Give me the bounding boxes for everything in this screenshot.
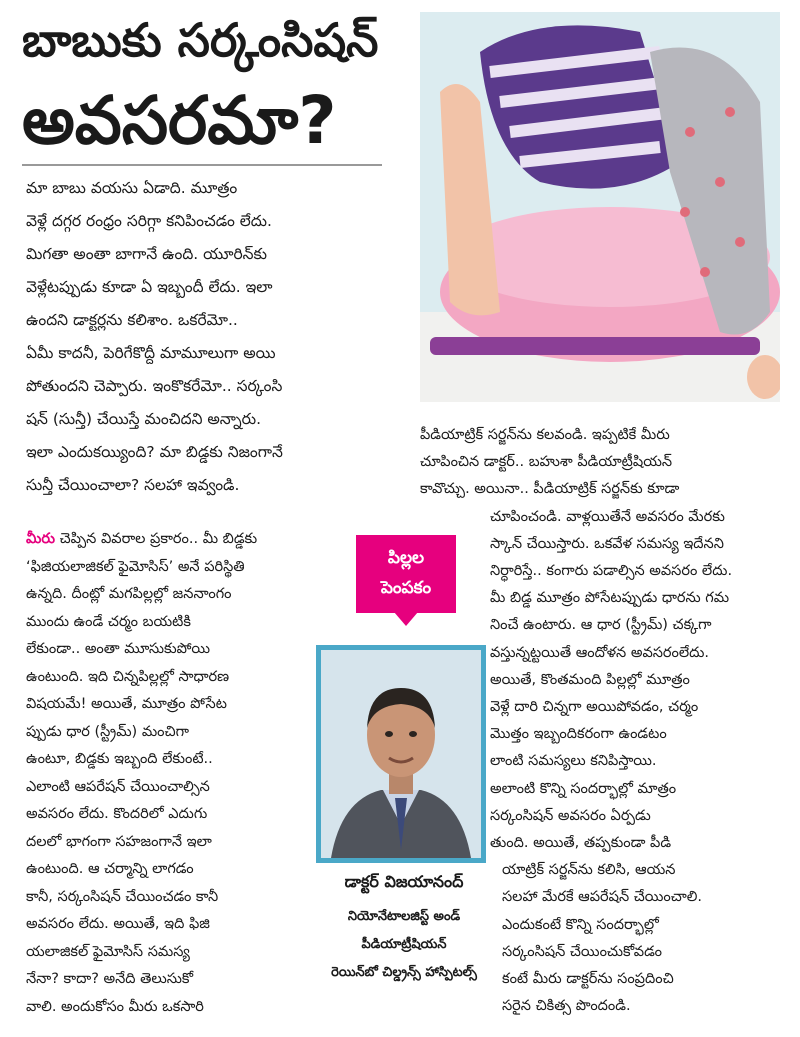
answer-line: వాలి. అందుకోసం మీరు ఒకసారి (26, 998, 204, 1015)
answer-column-1 (26, 526, 306, 1021)
answer-line: యాట్రిక్ సర్జన్‌ను కలిసి, ఆయన (502, 862, 676, 879)
question-line: ఉందని డాక్టర్లను కలిశాం. ఒకరేమో.. (26, 311, 238, 329)
question-line: ఏమీ కాదనీ, పెరిగేకొద్దీ మామూలుగా అయి (26, 344, 276, 362)
section-badge-line2: పెంపకం (380, 578, 432, 598)
question-line: సున్తీ చేయించాలా? సలహా ఇవ్వండి. (26, 476, 240, 494)
question-line: వెళ్లే దగ్గర రంధ్రం సరిగ్గా కనిపించడం లేదు. (26, 212, 272, 230)
toddler-potty-photo (420, 12, 780, 402)
answer-line: సరైన చికిత్స పొందండి. (502, 998, 631, 1015)
headline-divider (22, 164, 382, 166)
answer-line: తుంది. అయితే, తప్పకుండా పీడి (490, 835, 672, 852)
answer-line: ఉంటూ, బిడ్డకు ఇబ్బంది లేకుంటే.. (26, 751, 213, 767)
answer-line: అవసరం లేదు. కొందరిలో ఎదుగు (26, 806, 208, 822)
doctor-name: డాక్టర్ విజయానంద్ (344, 872, 464, 891)
headline-line1: బాబుకు సర్కంసిషన్ (22, 13, 379, 67)
question-line: మా బాబు వయసు ఏడాది. మూత్రం (26, 179, 238, 197)
answer-line: వస్తున్నట్టయితే ఆందోళన అవసరంలేదు. (490, 644, 710, 661)
answer-line: ఉన్నది. దీంట్లో మగపిల్లల్లో జననాంగం (26, 586, 232, 602)
answer-lead: మీరు (26, 531, 55, 547)
answer-line: లేకుండా.. అంతా మూసుకుపోయి (26, 641, 211, 657)
section-badge (356, 535, 456, 613)
answer-line: విషయమే! అయితే, మూత్రం పోసేట (26, 696, 227, 712)
answer-line: స్కాన్ చేయిస్తారు. ఒకవేళ సమస్య ఇదేనని (490, 535, 724, 552)
question-line: మిగతా అంతా బాగానే ఉంది. యూరిన్‌కు (26, 245, 267, 263)
question-line: పోతుందని చెప్పారు. ఇంకొకరేమో.. సర్కంసి (26, 377, 283, 395)
headline-line2: అవసరమా? (22, 82, 337, 159)
answer-line: మీ బిడ్డ మూత్రం పోసేటప్పుడు ధారను గమ (490, 590, 730, 607)
answer-line: ఎలాంటి ఆపరేషన్ చేయించాల్సిన (26, 778, 210, 795)
answer-line: నిర్ధారిస్తే.. కంగారు పడాల్సిన అవసరం లేదు. (490, 563, 733, 580)
answer-line: యలాజికల్ ఫైమోసిస్ సమస్య (26, 943, 190, 960)
answer-line: ఉంటుంది. ఆ చర్మాన్ని లాగడం (26, 861, 194, 877)
question-line: ఇలా ఎందుకయ్యింది? మా బిడ్డకు నిజంగానే (26, 443, 283, 461)
answer-line: అయితే, కొంతమంది పిల్లల్లో మూత్రం (490, 671, 690, 688)
answer-line: సలహా మేరకే ఆపరేషన్ చేయించాలి. (502, 889, 703, 906)
answer-line: కావొచ్చు. అయినా.. పీడియాట్రిక్ సర్జన్‌కు కూడా (420, 481, 680, 498)
answer-line: నేనా? కాదా? అనేది తెలుసుకో (26, 971, 194, 987)
answer-line: చూపించండి. వాళ్లయితేనే అవసరం మేరకు (490, 508, 725, 525)
answer-line: కంటే మీరు డాక్టర్‌ను సంప్రదించి (502, 971, 674, 988)
answer-line: మొత్తం ఇబ్బందికరంగా ఉండటం (490, 726, 667, 743)
doctor-portrait (316, 645, 486, 863)
answer-line: దలలో భాగంగా సహజంగానే ఇలా (26, 833, 212, 850)
reader-question (26, 172, 398, 502)
doctor-title-2: పీడియాట్రీషియన్ (361, 937, 447, 952)
doctor-credentials (304, 903, 504, 987)
answer-line: సర్కంసిషన్ చేయించుకోవడం (502, 943, 662, 960)
answer-line: లాంటి సమస్యలు కనిపిస్తాయి. (490, 753, 657, 770)
doctor-title-3: రెయిన్‌బో చిల్డ్రన్స్ హాస్పిటల్స్ (331, 965, 477, 980)
question-line: షన్ (సున్తీ) చేయిస్తే మంచిదని అన్నారు. (26, 410, 262, 428)
answer-line: ‘ఫిజియలాజికల్ ఫైమోసిస్’ అనే పరిస్థితి (26, 558, 245, 575)
answer-line: ఎందుకంటే కొన్ని సందర్భాల్లో (502, 916, 659, 933)
answer-line: పీడియాట్రిక్ సర్జన్‌ను కలవండి. ఇప్పటికే మీరు (420, 427, 670, 443)
answer-line: కానీ, సర్కంసిషన్ చేయించడం కానీ (26, 888, 219, 905)
answer-line: అవసరం లేదు. అయితే, ఇది ఫిజి (26, 916, 210, 932)
answer-line: ఉంటుంది. ఇది చిన్నపిల్లల్లో సాధారణ (26, 668, 230, 685)
answer-line: మీరు చెప్పిన వివరాల ప్రకారం.. మీ బిడ్డకు (26, 531, 258, 547)
doctor-title-1: నియోనేటాలజిస్ట్ అండ్ (347, 909, 461, 924)
answer-line: ముందు ఉండే చర్మం బయటికి (26, 613, 191, 630)
answer-line: సర్కంసిషన్ అవసరం ఏర్పడు (490, 807, 651, 824)
answer-line: ప్పుడు ధార (స్ట్రీమ్) మంచిగా (26, 723, 189, 740)
question-line: వెళ్లేటప్పుడు కూడా ఏ ఇబ్బందీ లేదు. ఇలా (26, 278, 273, 296)
answer-line: అలాంటి కొన్ని సందర్భాల్లో మాత్రం (490, 780, 677, 797)
answer-line: నించే ఉంటారు. ఆ ధార (స్ట్రీమ్) చక్కగా (490, 617, 712, 634)
answer-line: చూపించిన డాక్టర్.. బహుశా పీడియాట్రీషియన్ (420, 454, 673, 471)
section-badge-pointer (394, 612, 418, 626)
answer-line: వెళ్లే దారి చిన్నగా అయిపోవడం, చర్మం (490, 699, 699, 716)
section-badge-line1: పిల్లల (387, 548, 425, 568)
